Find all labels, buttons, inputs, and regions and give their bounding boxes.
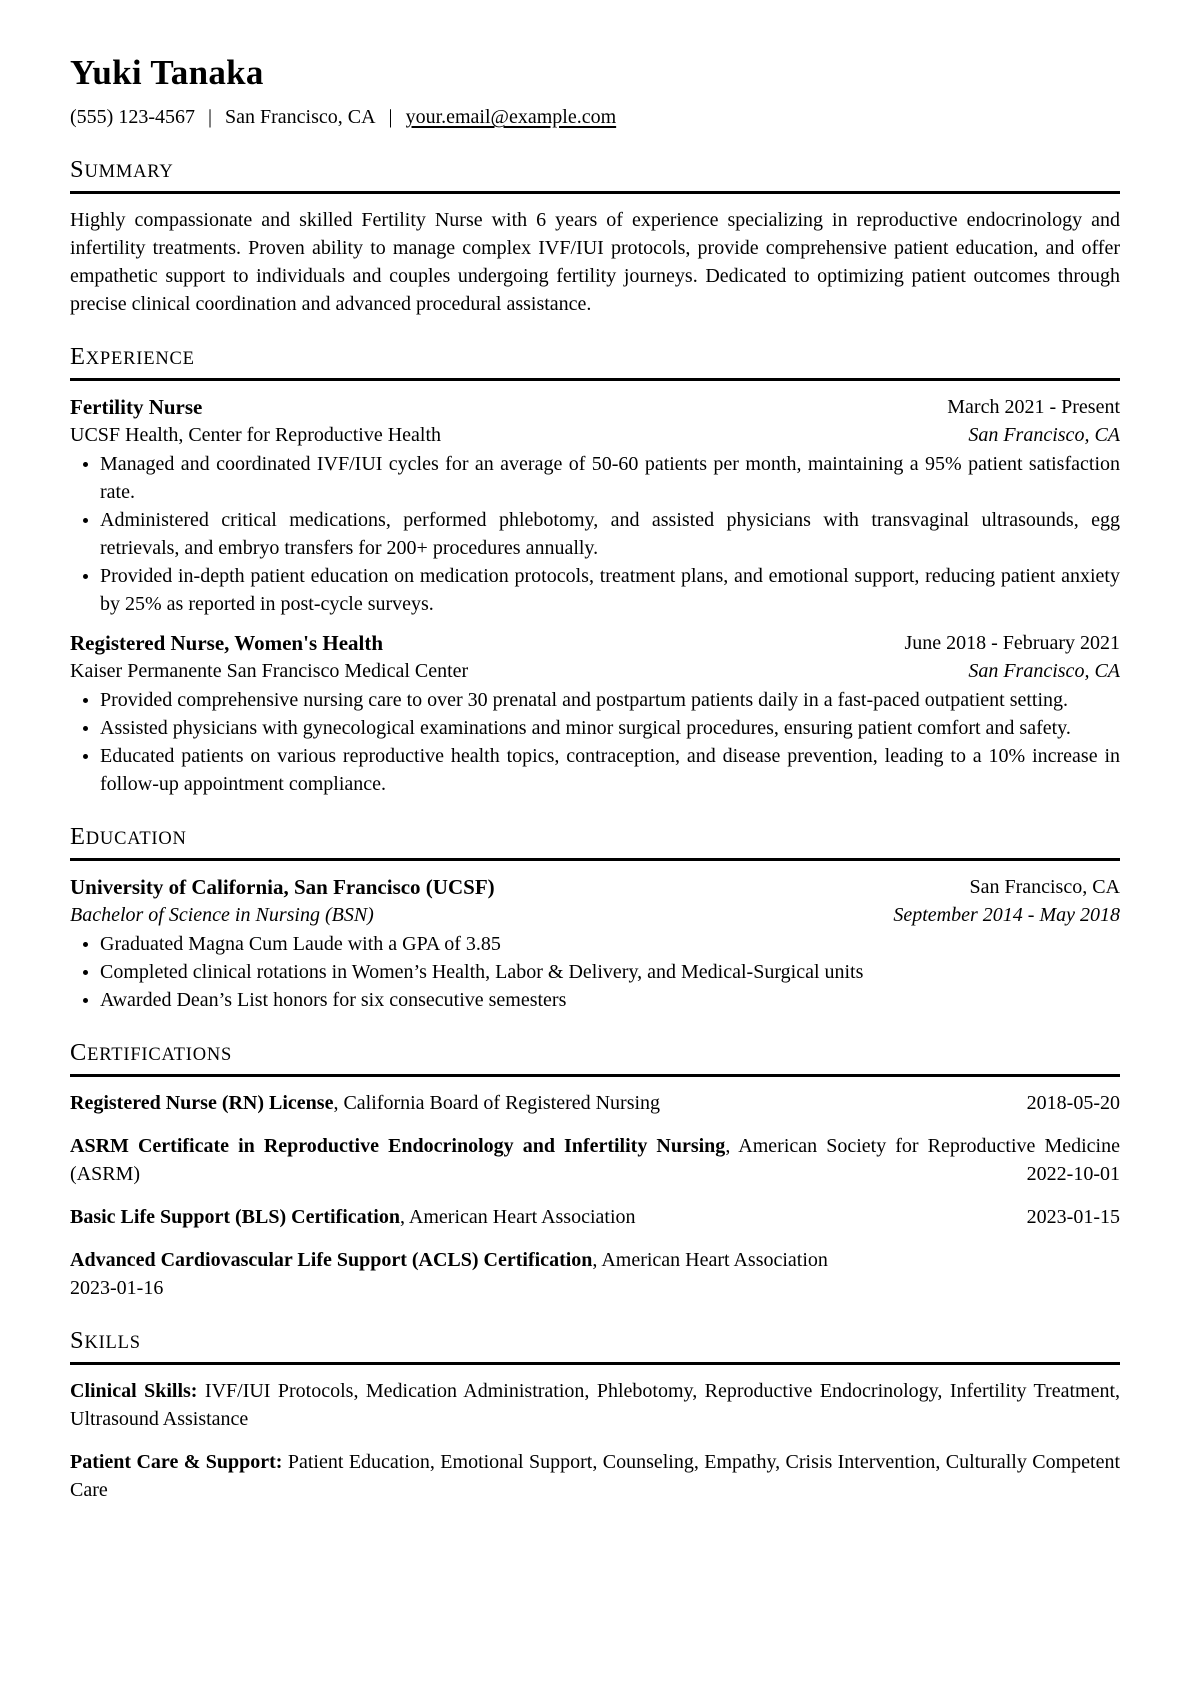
certification-entry	[70, 1132, 1120, 1188]
education-section	[70, 824, 1120, 1014]
job-header-row	[70, 393, 1120, 421]
email-link[interactable]: your.email@example.com	[405, 106, 617, 128]
job-dates: June 2018 - February 2021	[904, 632, 1120, 654]
location-text: San Francisco, CA	[225, 106, 376, 128]
certification-entry	[70, 1246, 1120, 1302]
certification-date: 2022-10-01	[1026, 1163, 1120, 1185]
certification-issuer: , American Society for Reproductive Medicine (ASRM)	[70, 1135, 1120, 1185]
school-header-row	[70, 873, 1120, 901]
section-title-experience: EXPERIENCE	[70, 343, 195, 370]
bullet-item: Managed and coordinated IVF/IUI cycles for an average of 50-60 patients per month, maintaining a 95% patient satisfaction rate.	[70, 450, 1120, 506]
bullet-item: Provided comprehensive nursing care to over 30 prenatal and postpartum patients daily in a fast-paced outpatient setting.	[70, 686, 1120, 714]
summary-text: Highly compassionate and skilled Fertility Nurse with 6 years of experience specializing in reproductive endocrinology and infertility treatments. Proven ability to manage complex IVF/IUI protocols, provide comprehensive patient education, and offer empathetic support to individuals and couples undergoing fertility journeys. Dedicated to optimizing patient outcomes through precise clinical coordination and advanced procedural assistance.	[70, 209, 1120, 315]
certification-name: Advanced Cardiovascular Life Support (ACLS) Certification	[70, 1249, 593, 1271]
person-name: Yuki Tanaka	[70, 53, 264, 92]
job-company: Kaiser Permanente San Francisco Medical Center	[70, 660, 469, 682]
school-dates: September 2014 - May 2018	[893, 904, 1120, 926]
certification-name: ASRM Certificate in Reproductive Endocrinology and Infertility Nursing	[70, 1135, 726, 1157]
school-institution: University of California, San Francisco (UCSF)	[70, 875, 495, 899]
school-degree: Bachelor of Science in Nursing (BSN)	[70, 904, 374, 926]
certification-issuer: , American Heart Association	[592, 1249, 828, 1271]
school-location: San Francisco, CA	[969, 876, 1120, 898]
bullet-list	[70, 930, 1120, 1014]
section-rule	[70, 191, 1120, 194]
certification-date: 2023-01-16	[70, 1277, 164, 1299]
bullet-list	[70, 450, 1120, 618]
summary-section	[70, 157, 1120, 318]
bullet-list	[70, 686, 1120, 798]
education-entries	[70, 873, 1120, 1014]
certification-issuer: , California Board of Registered Nursing	[333, 1092, 660, 1114]
certification-issuer: , American Heart Association	[400, 1206, 636, 1228]
phone-number: (555) 123-4567	[70, 106, 195, 128]
bullet-item: Awarded Dean’s List honors for six consecutive semesters	[70, 986, 1120, 1014]
job-location: San Francisco, CA	[968, 660, 1120, 682]
skill-group-text: IVF/IUI Protocols, Medication Administration, Phlebotomy, Reproductive Endocrinology, Infertility Treatment, Ultrasound Assistance	[70, 1380, 1121, 1430]
job-subheader-row	[70, 657, 1120, 685]
job-role: Registered Nurse, Women's Health	[70, 631, 384, 655]
bullet-item: Assisted physicians with gynecological examinations and minor surgical procedures, ensuring patient comfort and safety.	[70, 714, 1120, 742]
job-role: Fertility Nurse	[70, 395, 203, 419]
experience-section	[70, 344, 1120, 798]
section-rule	[70, 858, 1120, 861]
job-subheader-row	[70, 421, 1120, 449]
skills-section	[70, 1328, 1120, 1504]
skill-group	[70, 1377, 1120, 1433]
job-entry	[70, 393, 1120, 618]
certification-date: 2023-01-15	[1026, 1206, 1120, 1228]
skill-group-label: Patient Care & Support:	[70, 1451, 283, 1473]
certification-entry	[70, 1089, 1120, 1117]
job-location: San Francisco, CA	[968, 424, 1120, 446]
contact-line	[70, 103, 1120, 131]
section-title-skills: SKILLS	[70, 1327, 141, 1354]
experience-entries	[70, 393, 1120, 798]
school-entry	[70, 873, 1120, 1014]
section-title-summary: SUMMARY	[70, 156, 174, 183]
skill-group-text: Patient Education, Emotional Support, Counseling, Empathy, Crisis Intervention, Culturally Competent Care	[70, 1451, 1121, 1501]
job-company: UCSF Health, Center for Reproductive Health	[70, 424, 442, 446]
job-entry	[70, 629, 1120, 798]
certification-entries	[70, 1089, 1120, 1302]
certification-name: Basic Life Support (BLS) Certification	[70, 1206, 400, 1228]
section-rule	[70, 1362, 1120, 1365]
section-rule	[70, 378, 1120, 381]
skill-group	[70, 1448, 1120, 1504]
bullet-item: Provided in-depth patient education on medication protocols, treatment plans, and emotional support, reducing patient anxiety by 25% as reported in post-cycle surveys.	[70, 562, 1120, 618]
separator-bar: |	[388, 106, 393, 128]
certification-entry	[70, 1203, 1120, 1231]
section-title-certifications: CERTIFICATIONS	[70, 1039, 233, 1066]
section-rule	[70, 1074, 1120, 1077]
job-dates: March 2021 - Present	[947, 396, 1120, 418]
certifications-section	[70, 1040, 1120, 1302]
separator-bar: |	[207, 106, 212, 128]
bullet-item: Graduated Magna Cum Laude with a GPA of 3.85	[70, 930, 1120, 958]
section-title-education: EDUCATION	[70, 823, 187, 850]
skill-group-label: Clinical Skills:	[70, 1380, 198, 1402]
bullet-item: Completed clinical rotations in Women’s Health, Labor & Delivery, and Medical-Surgical units	[70, 958, 1120, 986]
skill-groups	[70, 1377, 1120, 1504]
certification-date: 2018-05-20	[1026, 1092, 1120, 1114]
bullet-item: Educated patients on various reproductive health topics, contraception, and disease prevention, leading to a 10% increase in follow-up appointment compliance.	[70, 742, 1120, 798]
bullet-item: Administered critical medications, performed phlebotomy, and assisted physicians with transvaginal ultrasounds, egg retrievals, and embryo transfers for 200+ procedures annually.	[70, 506, 1120, 562]
school-subheader-row	[70, 901, 1120, 929]
job-header-row	[70, 629, 1120, 657]
certification-name: Registered Nurse (RN) License	[70, 1092, 334, 1114]
